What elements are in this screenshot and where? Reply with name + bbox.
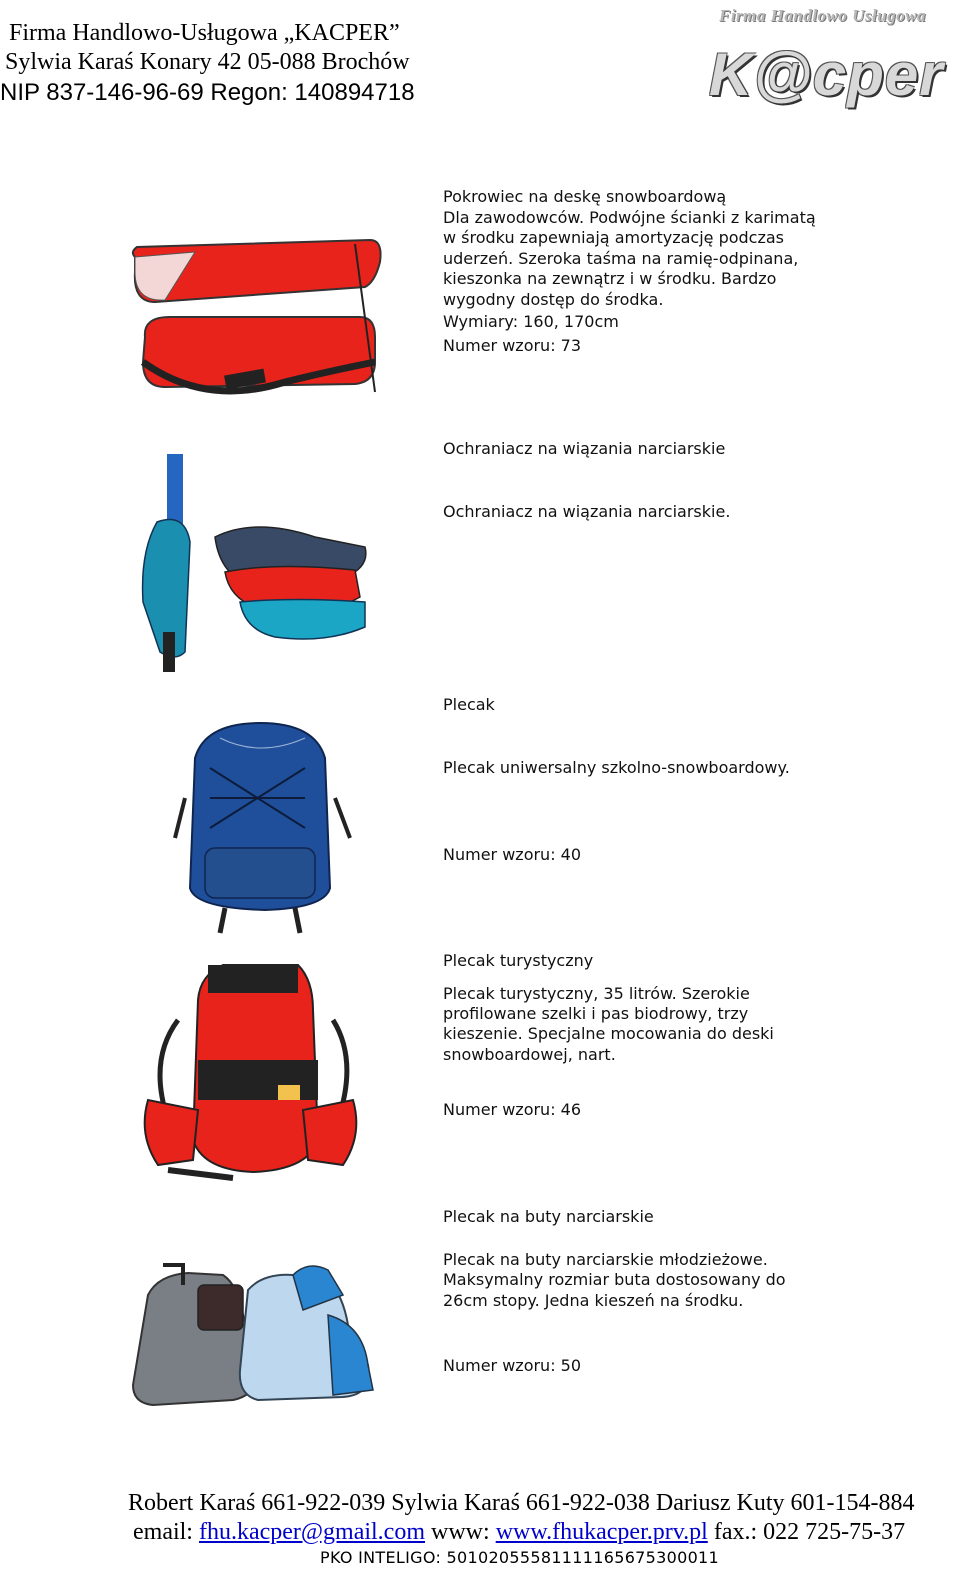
product-4-line-1: Plecak turystyczny, 35 litrów. Szerokie — [443, 984, 750, 1003]
product-1-line-5: kieszonka na zewnątrz i w środku. Bardzo — [443, 269, 777, 288]
product-1-number: Numer wzoru: 73 — [443, 336, 582, 355]
footer-www-label: www: — [425, 1519, 496, 1545]
product-4-line-2: profilowane szelki i pas biodrowy, trzy — [443, 1004, 749, 1023]
product-1-line-1: Pokrowiec na deskę snowboardową — [443, 187, 727, 206]
snowboard-bag-image — [125, 232, 385, 412]
product-3-title: Plecak — [443, 695, 495, 714]
company-nip-regon: NIP 837-146-96-69 Regon: 140894718 — [0, 79, 415, 106]
company-name: Firma Handlowo-Usługowa „KACPER” — [9, 20, 400, 46]
footer-www-link[interactable]: www.fhukacper.prv.pl — [495, 1519, 708, 1545]
logo-main-text: K@cper — [709, 41, 944, 108]
product-5-number: Numer wzoru: 50 — [443, 1356, 582, 1375]
product-5-line-2: Maksymalny rozmiar buta dostosowany do — [443, 1270, 786, 1289]
product-5-line-1: Plecak na buty narciarskie młodzieżowe. — [443, 1250, 768, 1269]
company-logo — [705, 2, 955, 132]
product-1-line-2: Dla zawodowców. Podwójne ścianki z karimatą — [443, 208, 816, 227]
footer-phones: Robert Karaś 661-922-039 Sylwia Karaś 661-922-038 Dariusz Kuty 601-154-884 — [128, 1490, 915, 1516]
product-1-dimensions: Wymiary: 160, 170cm — [443, 312, 619, 331]
backpack-red-image — [138, 960, 363, 1190]
product-3-description: Plecak uniwersalny szkolno-snowboardowy. — [443, 758, 790, 777]
product-4-number: Numer wzoru: 46 — [443, 1100, 582, 1119]
product-2-title: Ochraniacz na wiązania narciarskie — [443, 439, 726, 458]
footer-fax: fax.: 022 725-75-37 — [707, 1519, 906, 1545]
product-3-number: Numer wzoru: 40 — [443, 845, 582, 864]
product-5-title: Plecak na buty narciarskie — [443, 1207, 654, 1226]
product-1-line-4: uderzeń. Szeroka taśma na ramię-odpinana, — [443, 249, 799, 268]
footer-email-label: email: — [133, 1519, 199, 1545]
footer-contacts — [133, 1518, 905, 1547]
boot-bags-image — [128, 1255, 383, 1410]
product-1-line-6: wygodny dostęp do środka. — [443, 290, 664, 309]
product-2-description: Ochraniacz na wiązania narciarskie. — [443, 502, 731, 521]
company-address: Sylwia Karaś Konary 42 05-088 Brochów — [5, 49, 410, 75]
footer-email-link[interactable]: fhu.kacper@gmail.com — [198, 1519, 426, 1545]
product-5-line-3: 26cm stopy. Jedna kieszeń na środku. — [443, 1291, 744, 1310]
product-4-title: Plecak turystyczny — [443, 951, 594, 970]
ski-binding-cover-image — [135, 452, 375, 677]
product-1-line-3: w środku zapewniają amortyzację podczas — [443, 228, 785, 247]
backpack-blue-image — [165, 718, 360, 938]
product-4-line-3: kieszenie. Specjalne mocowania do deski — [443, 1024, 774, 1043]
product-4-line-4: snowboardowej, nart. — [443, 1045, 616, 1064]
footer-bank-account: PKO INTELIGO: 50102055581111165675300011 — [320, 1548, 720, 1567]
logo-top-text: Firma Handlowo Usługowa — [719, 6, 927, 25]
